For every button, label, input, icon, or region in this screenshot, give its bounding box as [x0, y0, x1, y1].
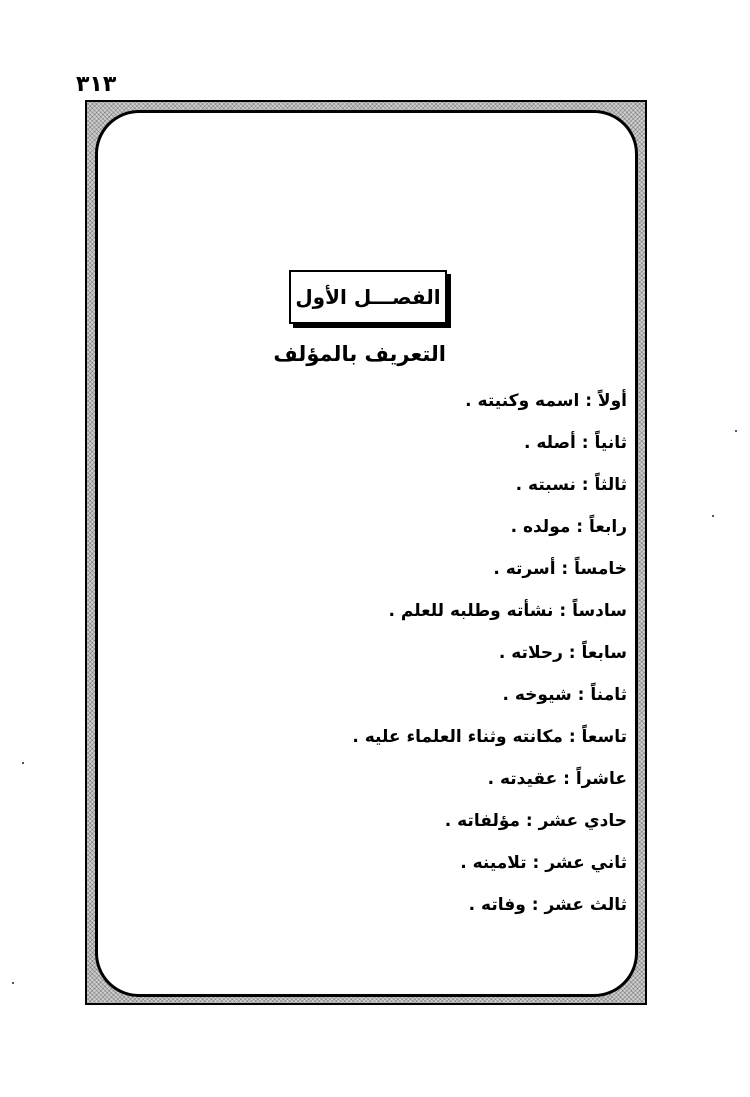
list-item: عاشراً : عقيدته . [487, 769, 627, 789]
list-item: ثالثاً : نسبته . [515, 475, 627, 495]
list-item: ثانياً : أصله . [524, 433, 627, 453]
scan-speck [712, 515, 714, 517]
list-item: ثامناً : شيوخه . [502, 685, 627, 705]
chapter-title-box [289, 270, 447, 324]
scan-speck [735, 430, 737, 432]
list-item: رابعاً : مولده . [510, 517, 627, 537]
scan-speck [12, 982, 14, 984]
list-item: أولاً : اسمه وكنيته . [465, 391, 627, 411]
list-item: حادي عشر : مؤلفاته . [444, 811, 627, 831]
list-item: تاسعاً : مكانته وثناء العلماء عليه . [352, 727, 627, 747]
list-item: سادساً : نشأته وطلبه للعلم . [388, 601, 627, 621]
section-title: التعريف بالمؤلف [273, 342, 446, 366]
list-item: ثاني عشر : تلامينه . [460, 853, 627, 873]
chapter-title: الفصـــل الأول [295, 285, 441, 309]
list-item: ثالث عشر : وفاته . [468, 895, 627, 915]
list-item: خامساً : أسرته . [493, 559, 627, 579]
list-item: سابعاً : رحلاته . [498, 643, 627, 663]
scan-speck [22, 762, 24, 764]
page-number: ٣١٣ [76, 72, 117, 97]
contents-list [352, 380, 627, 926]
